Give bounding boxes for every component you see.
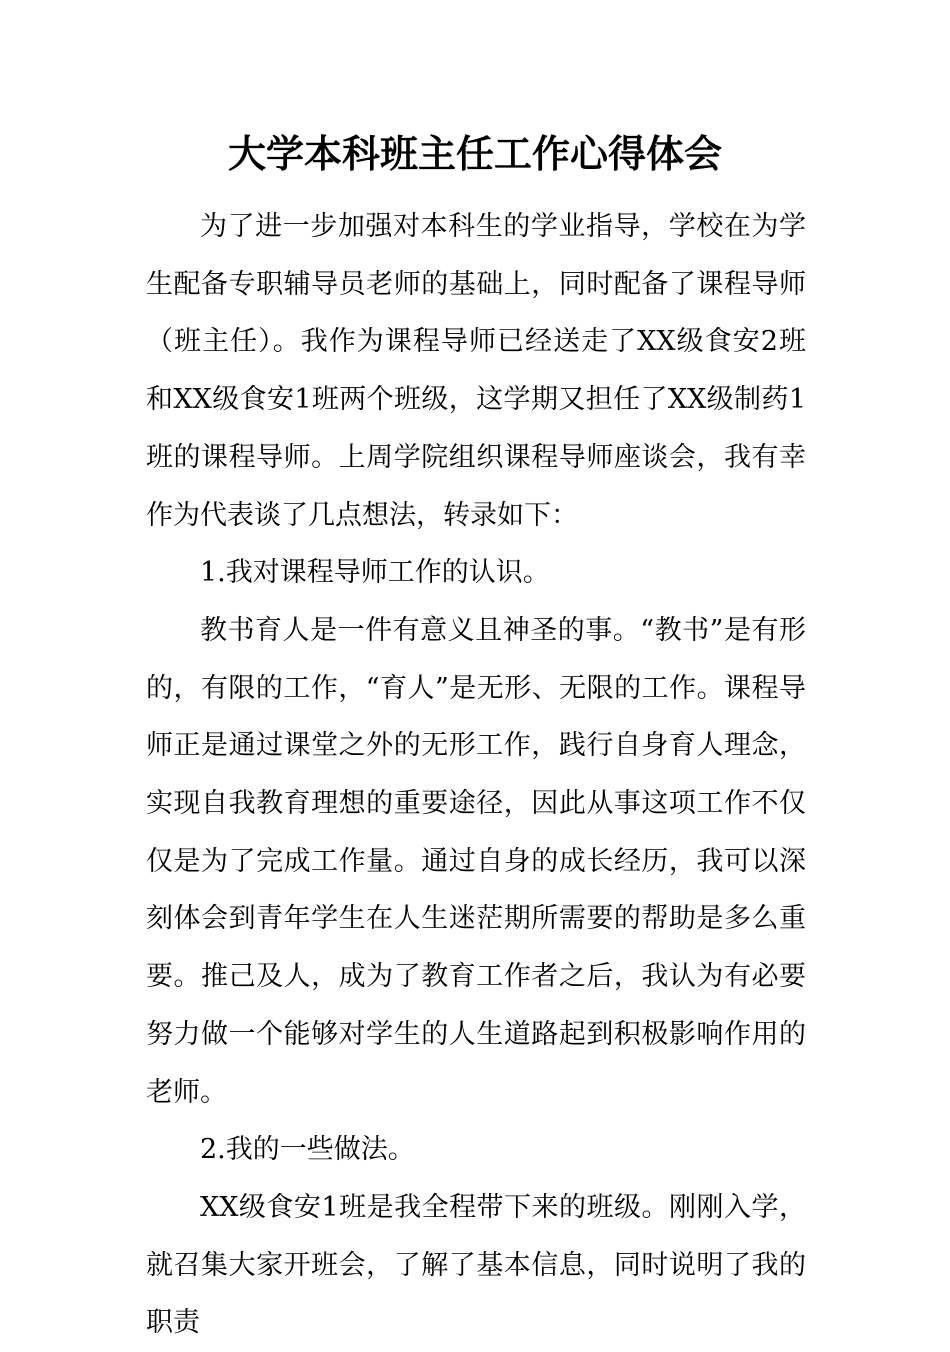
paragraph-intro: 为了进一步加强对本科生的学业指导，学校在为学生配备专职辅导员老师的基础上，同时配备了课程导师（班主任）。我作为课程导师已经送走了XX级食安2班和XX级食安1班两个班级，这学期又担任了XX级制药1班的课程导师。上周学院组织课程导师座谈会，我有幸作为代表谈了几点想法，转录如下： (146, 211, 806, 531)
document-title: 大学本科班主任工作心得体会 (227, 132, 722, 176)
document-body (146, 198, 806, 1352)
paragraph-understanding: 教书育人是一件有意义且神圣的事。“教书”是有形的，有限的工作，“育人”是无形、无限的工作。课程导师正是通过课堂之外的无形工作，践行自身育人理念，实现自我教育理想的重要途径，因此从事这项工作不仅仅是为了完成工作量。通过自身的成长经历，我可以深刻体会到青年学生在人生迷茫期所需要的帮助是多么重要。推己及人，成为了教育工作者之后，我认为有必要努力做一个能够对学生的人生道路起到积极影响作用的老师。 (146, 614, 806, 1108)
section-heading-1: 1.我对课程导师工作的认识。 (200, 557, 550, 589)
section-heading-2: 2.我的一些做法。 (200, 1134, 415, 1166)
paragraph-practice: XX级食安1班是我全程带下来的班级。刚刚入学，就召集大家开班会，了解了基本信息，同时说明了我的职责 (146, 1191, 806, 1339)
